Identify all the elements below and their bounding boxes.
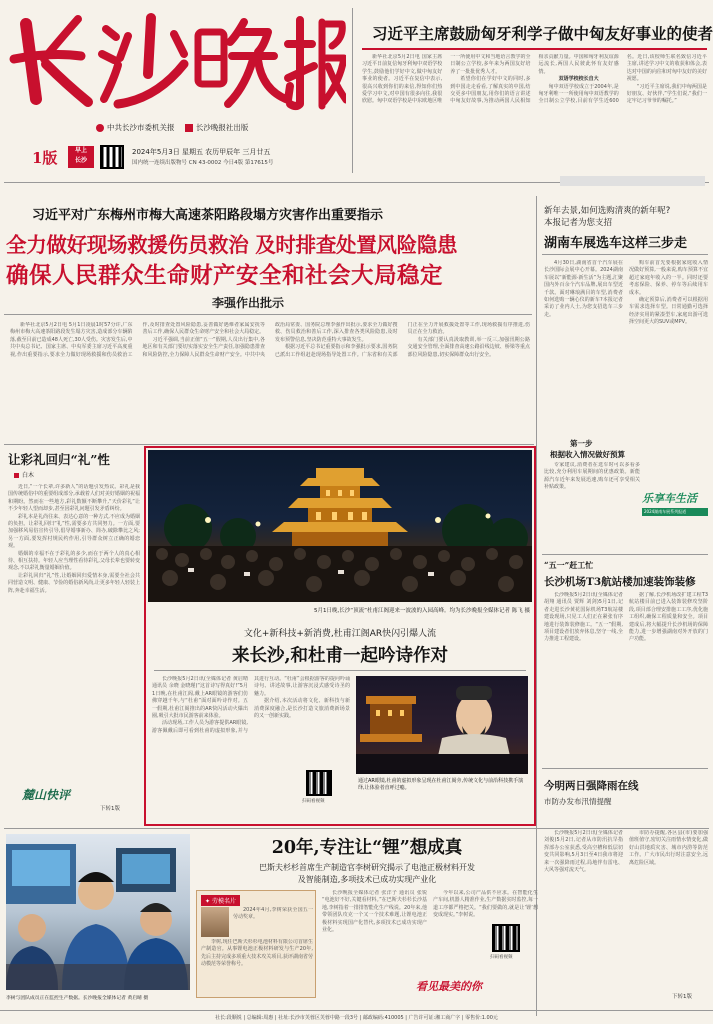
right-mid-sub-2: 市防办发布汛情提醒 <box>544 797 612 806</box>
issue-line: 国内统一连续出版物号 CN 43-0002 今日4版 第17615号 <box>132 160 274 166</box>
lead-headline-1: 全力做好现场救援伤员救治 及时排查处置风险隐患 <box>6 233 458 257</box>
masthead-qr-icon <box>100 145 124 169</box>
edition-badge: 早上 长沙 <box>68 146 94 168</box>
left-col-author: 白木 <box>14 470 34 479</box>
right-mid-column <box>540 556 710 826</box>
ar-poet-photo-icon <box>356 676 528 774</box>
author-marker-icon <box>14 473 19 478</box>
feature-headline: 来长沙,和杜甫一起吟诗作对 <box>231 646 449 666</box>
bottom-headline: 20年,专注让“锂”想成真 <box>271 838 463 858</box>
party-emblem-icon <box>96 124 104 132</box>
left-col-headline: 让彩礼回归“礼”性 <box>8 452 110 467</box>
car-life-logo-text: 乐享车生活 <box>642 492 697 505</box>
feature-photo <box>148 450 532 602</box>
right-top-body-2: 专家建议,消费者在选车时可以多看多比较,充分利用车展期间的优惠政策。新能源汽车近年来发展迅速,购车还可享受相关补贴政策。 <box>544 462 640 491</box>
lead-headline-2: 确保人民群众生命财产安全和社会大局稳定 <box>6 263 444 289</box>
bottom-photo <box>6 834 190 990</box>
model-worker-card-title: ✦ 劳模名片 <box>201 895 240 906</box>
bottom-qr-label: 扫码看视频 <box>490 955 513 960</box>
right-bottom-column <box>540 830 710 1006</box>
top-headline: 习近平主席鼓励匈牙利学子做中匈友好事业的使者 <box>372 24 713 43</box>
header-footer-rule <box>0 178 713 192</box>
lead-body: 新华社北京5月2日电 5月1日凌晨1时57分许,广东梅州市梅大高速茶阳路段发生塌方灾害,造成部分车辆陷落,截至目前已造成48人死亡,30人受伤。灾害发生后,中共中央总书记、国家主席、中央军委主席习近平高度重视,作出重要指示,要求全力做好现场救援和伤员救治工作,及时排查处置风险隐患,妥善做好遇难者家属安抚等善后工作,确保人民群众生命财产安全和社会大局稳定。 习近平强调,当前正值“五一”假期,人员出行集中,各地区和有关部门要切实落实安全生产责任,加强隐患排查和风险防控,全力保障人民群众生命财产安全。中共中央政治局常委、国务院总理李强作出批示,要求全力做好搜救、伤员救治和善后工作,深入排查各类风险隐患,及时发布预警信息,坚决防范重特大事故发生。 根据习近平总书记重要指示和李强批示要求,国务院已派出工作组赶赴现场指导处置工作。广东省和有关部门正在全力开展救援处置等工作,现场救援有序推进,伤员正在全力救治。 有关部门要认真汲取教训,举一反三,加强汛期公路交通安全管理,全面排查高速公路沿线边坡、桥梁等重点部位风险隐患,切实保障群众出行安全。 <box>10 322 530 358</box>
car-life-logo-sub: 2024湖南车展系列报道 <box>642 508 708 516</box>
bottom-story <box>4 828 538 1008</box>
right-mid-kicker: “五一”赶工忙 <box>544 560 594 570</box>
bottom-photo-caption: 李树与团队成员正在监控生产数据。长沙晚报全媒体记者 黄启晴 摄 <box>6 996 149 1001</box>
bottom-logo: 看见最美的你 <box>416 980 482 993</box>
right-mid-headline-2: 今明两日强降雨在线 <box>544 780 639 792</box>
top-headline-underline <box>362 48 707 50</box>
lead-kicker: 习近平对广东梅州市梅大高速茶阳路段塌方灾害作出重要指示 <box>32 208 384 223</box>
lead-divider <box>4 314 532 315</box>
page-footer <box>0 1010 713 1024</box>
left-col-read-more[interactable]: 下转1版 <box>100 806 120 812</box>
right-top-sub1-title: 根据收入情况做好预算 <box>550 450 625 459</box>
car-life-logo <box>642 490 708 526</box>
workers-photo-icon <box>6 834 190 990</box>
edition-bar <box>32 145 352 171</box>
ar-photo <box>356 676 528 774</box>
feature-kicker: 文化+新科技+新消费,杜甫江阁AR快闪引爆人流 <box>243 629 437 639</box>
right-bottom-read-more[interactable]: 下转1版 <box>672 994 692 1000</box>
right-mid-headline: 长沙机场T3航站楼加速装饰装修 <box>544 576 696 588</box>
top-story-body: 新华社北京5月2日电 国家主席习近平日前复信匈牙利匈中双语学校学生,鼓励他们学好中文,做中匈友好事业的使者。习近平在复信中表示,很高兴收到你们的来信,得知你们热爱学习中文,对中国有很多向往,我很欣慰。匈中双语学校是中东欧地区唯一一所使用中文和当地语言教学的全日制公立学校,多年来为两国友好培养了一批批优秀人才。 希望你们在学好中文的同时,多到中国走走看看,了解真实的中国,结交更多中国朋友,用你们的语言讲述中匈友好故事,为推动两国人民相知相亲贡献力量。中国和匈牙利友谊源远流长,两国人民彼此怀有友好感情。 双语学校校长自大 匈中双语学校成立于2004年,是匈牙利唯一一所使用匈中双语教学的全日制公立学校,目前有学生近600名。近日,该校师生联名致信习近平主席,讲述学习中文的收获和体会,表达对中国的向往和对匈中友好的美好祝愿。 “习近平主席说,我们中匈两国是好朋友、好伙伴,”学生们说,“我们一定牢记习爷爷的嘱托。” <box>362 54 707 105</box>
footer-text: 社长:段顺锐 | 总编辑:周惠 | 社址:长沙市芙蓉区芙蓉中路一段3号 | 邮政编码:410005 | 广告许可证:湘工商广字 | 零售价:1.00元 <box>215 1015 498 1021</box>
feature-story <box>144 446 536 826</box>
right-top-body: 4月30日,湖南省首个汽车展在长沙国际会展中心开幕。2024湖南车展以“新能源·新生活”为主题,汇聚国内外百余个汽车品牌,展出车型近千款。面对琳琅满目的车型,消费者如何选购一辆心仪的新车?本报记者采访了业内人士,为您支招选车三步走。 购车前首先要根据家庭收入情况做好预算,一般来说,购车预算不宜超过家庭年收入的一半。同时还要考虑保险、保养、停车等后续用车成本。 确定预算后,消费者可以根据用车需求选择车型。日常通勤可选择经济实用的紧凑型车,家庭出游可选择空间更大的SUV或MPV。 <box>544 260 708 326</box>
right-mid-body: 长沙晚报5月2日讯(全媒体记者 胡翔 通讯员 贾辉 刘剑)5月1日,记者走进长沙黄花国际机场T3航站楼建设现场,只见工人们正在紧张有序地进行装饰装修施工。“五一”假期,项目建设者们放弃休息,坚守一线,全力推进工程建设。 据了解,长沙机场改扩建工程T3航站楼目前已进入装饰装修攻坚阶段,项目部合理安排施工工序,优化施工组织,确保工程质量和安全。项目建成后,将大幅提升长沙机场的保障能力,进一步增强湖南对外开放的门户功能。 <box>544 592 708 643</box>
ar-photo-caption: 通过AR眼镜,杜甫的虚拟形象呈现在杜甫江阁旁,传统文化与前沿科技携手演绎,让体验者直呼过瘾。 <box>358 778 524 791</box>
masthead <box>0 0 713 178</box>
right-top-kicker: 新年去景,如何选购清爽的新年呢? <box>544 206 671 216</box>
right-top-kicker-2: 本报记者为您支招 <box>544 218 613 228</box>
left-col-body: 近日,“一个长辈,许多新人”的话题引发热议。彩礼是我国传统婚俗中的重要组成部分,承载着人们对美好婚姻的祝福和期盼。然而在一些地方,彩礼数额不断攀升,“天价彩礼”让不少年轻人望而却步,甚至因彩礼问题引发矛盾纠纷。 彩礼本是礼尚往来、表达心意的一种方式,不应成为婚姻的负担。让彩礼回归“礼”性,需要多方共同努力。一方面,要加强移风易俗宣传引导,倡导婚事新办、简办,破除攀比之风;另一方面,要发挥村规民约作用,引导群众树立正确的婚恋观。 婚姻的幸福不在于彩礼的多少,而在于两个人的真心相待、相互扶持。年轻人应当理性看待彩礼,父母长辈也要转变观念,不以彩礼衡量婚姻价值。 让彩礼回归“礼”性,让婚姻回归爱情本身,需要全社会共同营造文明、健康、节俭的婚俗新风尚,让更多年轻人轻装上阵,奔赴幸福生活。 <box>8 484 140 594</box>
edition-number: 1版 <box>32 149 58 167</box>
right-top-column <box>540 196 710 556</box>
right-top-headline: 湖南车展选车这样三步走 <box>544 236 688 251</box>
feature-body: 长沙晚报5月2日讯(全媒体记者 黄启晴 通讯员 余晓 金晓瑾)“这首诗写得真好!”5月1日晚,在杜甫江阁,戴上AR眼镜的游客们仿佛穿越千年,与“杜甫”面对面吟诗作对。五一假期,杜甫江阁推出的AR快闪活动火爆出圈,吸引大批市民游客前来体验。 活动现场,工作人员为游客提供AR眼镜,游客佩戴后即可看到杜甫的虚拟形象,并与其进行互动。“杜甫”会根据游客的提问吟诵诗句、讲述故事,让游客沉浸式感受诗圣的魅力。 据介绍,本次活动将文化、新科技与新消费深度融合,是长沙打造文旅消费新场景的又一创新实践。 <box>152 676 350 734</box>
medal-icon: ✦ <box>205 898 212 905</box>
website-strip <box>560 176 705 186</box>
masthead-logo <box>6 4 346 114</box>
feature-qr-icon <box>306 770 332 796</box>
model-worker-card-body-side: 2024年4月,李树荣获全国五一劳动奖章。 <box>233 907 313 921</box>
right-bottom-body: 长沙晚报5月2日讯(全媒体记者 刘俊)5月2日,记者从市防汛抗旱指挥部办公室获悉,受高空槽和低层切变共同影响,5月3日至4日我市将迎来一次强降雨过程,局地伴有雷电、大风等强对流天气。 市防办提醒,各区县(市)要加强值班值守,密切关注雨情水情变化,做好山洪地质灾害、城市内涝等防范工作。广大市民出行时注意安全,远离危险区域。 <box>544 830 708 874</box>
bottom-body: 长沙晚报全媒体记者 张洋子 通讯员 张锐 “电池好不好,关键看材料。”在巴斯夫杉杉长沙基地,李树指着一排排智能化生产线说。20年来,他带领团队攻克一个又一个技术难题,让锂电池正极材料实现国产化替代,多项技术已成功实现产业化。 今年以来,公司产品供不应求。在智能化生产车间,机器人精准作业,生产数据实时监控,每一道工序都严格把关。“我们要做的,就是让‘锂’想变成现实。”李树说。 <box>322 890 538 934</box>
bottom-qr-icon <box>492 924 520 952</box>
bottom-sub-2: 及智能制造,多项技术已成功实现产业化 <box>297 875 437 884</box>
bottom-sub-1: 巴斯夫杉杉首席生产制造官李树研究揭示了电池正极材料开发 <box>259 863 475 872</box>
model-worker-portrait <box>201 907 229 937</box>
calligraphy-logo-icon <box>6 4 346 114</box>
date-line: 2024年5月3日 星期五 农历甲辰年 三月廿五 <box>132 148 271 156</box>
lead-byline: 李强作出批示 <box>212 296 285 310</box>
lead-story <box>4 196 534 444</box>
paper-icon <box>185 124 193 132</box>
feature-photo-caption: 5月1日晚,长沙“顶流”杜甫江阁迎来一波波的入园高峰。均为长沙晚报全媒体记者 陈飞 摄 <box>314 608 530 614</box>
left-column <box>4 444 142 824</box>
feature-qr-label: 扫码看视频 <box>302 799 325 804</box>
model-worker-card <box>196 890 316 998</box>
pavilion-photo-icon <box>148 450 532 602</box>
publisher-line: 中共长沙市委机关报 长沙晚报社出版 <box>96 122 248 133</box>
masthead-divider <box>352 8 353 173</box>
model-worker-card-body: 李树,现任巴斯夫杉杉电池材料有限公司首席生产制造官。从事锂电池正极材料研发与生产20年,先后主持完成多项重大技术攻关项目,获评湖南省劳动模范等荣誉称号。 <box>201 939 313 968</box>
right-top-sub1: 第一步 <box>570 439 593 448</box>
left-col-footer-logo: 麓山快评 <box>22 788 71 802</box>
